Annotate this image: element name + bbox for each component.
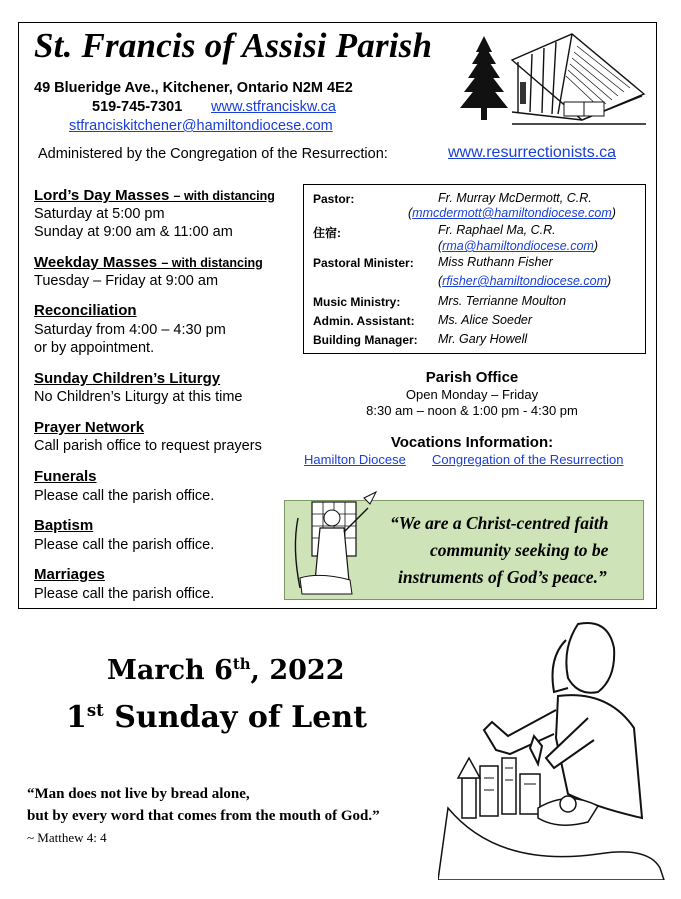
music-ministry-role: Music Ministry:	[313, 295, 401, 309]
church-illustration	[452, 32, 648, 132]
resident-email-link[interactable]: rma@hamiltondiocese.com	[442, 239, 594, 253]
pastoral-minister-name: Miss Ruthann Fisher	[438, 255, 553, 269]
mission-line-2: community seeking to be	[430, 540, 609, 560]
prayer-network-heading: Prayer Network	[34, 419, 145, 436]
pastoral-minister-email-link[interactable]: rfisher@hamiltondiocese.com	[442, 274, 608, 288]
building-manager-name: Mr. Gary Howell	[438, 332, 528, 346]
marriages-text: Please call the parish office.	[34, 586, 215, 602]
admin-assistant-name: Ms. Alice Soeder	[438, 313, 533, 327]
childrens-liturgy-text: No Children’s Liturgy at this time	[34, 389, 243, 405]
hamilton-diocese-link[interactable]: Hamilton Diocese	[304, 452, 406, 467]
weekday-masses-heading: Weekday Masses – with distancing	[34, 254, 263, 271]
resurrectionists-link[interactable]: www.resurrectionists.ca	[448, 144, 617, 161]
reconciliation-heading: Reconciliation	[34, 302, 137, 319]
pastor-role: Pastor:	[313, 192, 355, 206]
prayer-network-text: Call parish office to request prayers	[34, 438, 262, 454]
saint-francis-illustration	[290, 488, 382, 600]
temptation-of-jesus-illustration	[438, 618, 668, 880]
scripture-line-2: but by every word that comes from the mouth of God.”	[27, 808, 380, 824]
marriages-heading: Marriages	[34, 566, 105, 583]
parish-address: 49 Blueridge Ave., Kitchener, Ontario N2M 4E2	[34, 80, 353, 96]
parish-office-days: Open Monday – Friday	[405, 387, 539, 402]
masses-heading: Lord’s Day Masses – with distancing	[34, 187, 275, 204]
parish-office-hours: 8:30 am – noon & 1:00 pm - 4:30 pm	[366, 403, 578, 418]
reconciliation-appointment: or by appointment.	[34, 340, 155, 356]
reconciliation-time: Saturday from 4:00 – 4:30 pm	[34, 322, 226, 338]
pine-tree-icon	[460, 36, 508, 120]
funerals-heading: Funerals	[34, 468, 97, 485]
music-ministry-name: Mrs. Terrianne Moulton	[438, 294, 567, 308]
scripture-line-1: “Man does not live by bread alone,	[27, 786, 250, 802]
baptism-text: Please call the parish office.	[34, 537, 215, 553]
mission-line-3: instruments of God’s peace.”	[398, 567, 607, 587]
resident-email: (rma@hamiltondiocese.com)	[438, 239, 598, 253]
masses-saturday: Saturday at 5:00 pm	[34, 206, 165, 222]
vocations-heading: Vocations Information:	[390, 434, 554, 451]
pastor-name: Fr. Murray McDermott, C.R.	[438, 191, 592, 205]
mission-line-1: “We are a Christ-centred faith	[390, 513, 609, 533]
parish-email-link[interactable]: stfranciskitchener@hamiltondiocese.com	[69, 118, 333, 134]
masses-sunday: Sunday at 9:00 am & 11:00 am	[34, 224, 233, 240]
pastoral-minister-email: (rfisher@hamiltondiocese.com)	[438, 274, 612, 288]
parish-name: St. Francis of Assisi Parish	[34, 26, 433, 65]
parish-office-heading: Parish Office	[425, 369, 519, 386]
childrens-liturgy-heading: Sunday Children’s Liturgy	[34, 370, 221, 387]
bulletin-date: March 6th, 2022	[107, 655, 345, 686]
resident-name: Fr. Raphael Ma, C.R.	[438, 223, 556, 237]
building-manager-role: Building Manager:	[313, 333, 418, 347]
pastoral-minister-role: Pastoral Minister:	[313, 256, 414, 270]
scripture-reference: ~ Matthew 4: 4	[27, 830, 107, 845]
resident-role: 住宿:	[313, 226, 341, 240]
parish-phone: 519-745-7301	[92, 99, 183, 115]
congregation-resurrection-link[interactable]: Congregation of the Resurrection	[432, 452, 624, 467]
liturgical-sunday: 1st Sunday of Lent	[66, 700, 368, 735]
weekday-masses-text: Tuesday – Friday at 9:00 am	[34, 273, 219, 289]
parish-website-link[interactable]: www.stfranciskw.ca	[211, 99, 336, 115]
pastor-email: (mmcdermott@hamiltondiocese.com)	[408, 206, 616, 220]
funerals-text: Please call the parish office.	[34, 488, 215, 504]
baptism-heading: Baptism	[34, 517, 94, 534]
admin-assistant-role: Admin. Assistant:	[313, 314, 415, 328]
pastor-email-link[interactable]: mmcdermott@hamiltondiocese.com	[412, 206, 612, 220]
administered-by-text: Administered by the Congregation of the Resurrection:	[38, 146, 388, 162]
